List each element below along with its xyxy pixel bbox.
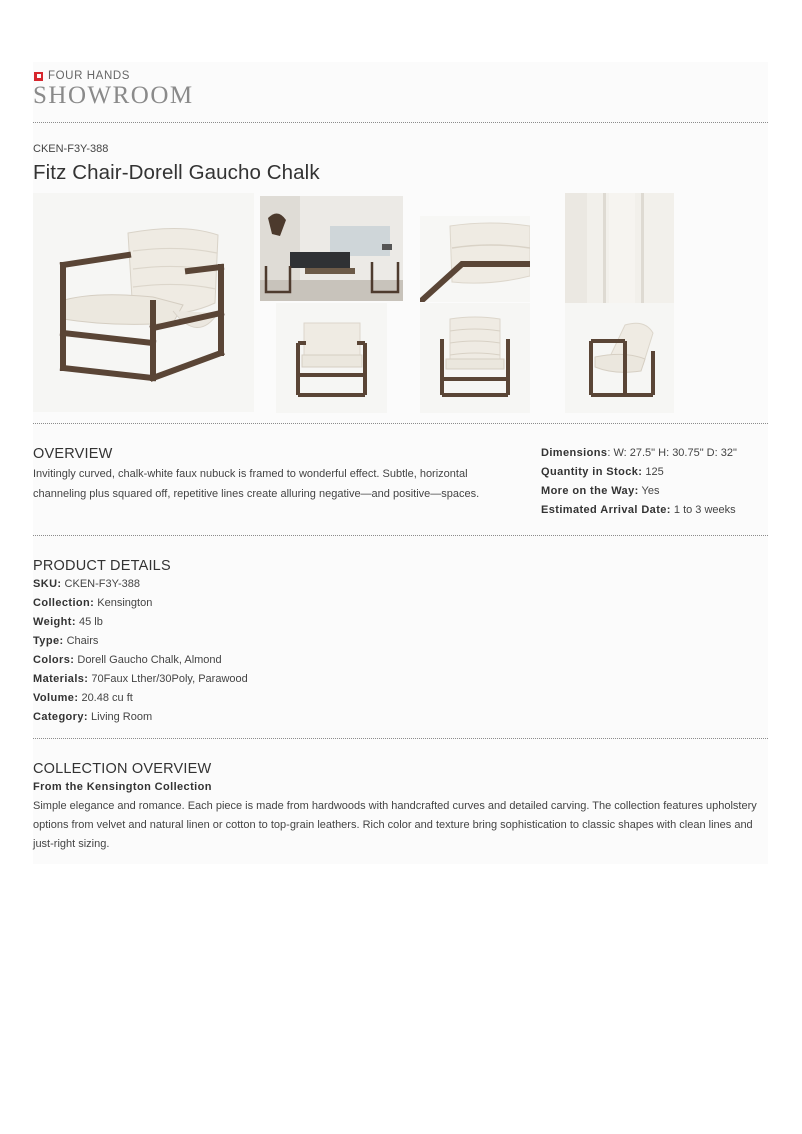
living-room-scene-image	[260, 196, 403, 301]
product-details-heading: PRODUCT DETAILS	[33, 558, 171, 574]
availability-info	[541, 444, 768, 520]
dimensions-value: : W: 27.5" H: 30.75" D: 32"	[607, 447, 737, 459]
detail-volume	[33, 689, 768, 708]
showroom-title: SHOWROOM	[33, 82, 194, 109]
chair-front-image	[276, 303, 387, 413]
more-on-way-line	[541, 482, 768, 501]
detail-value: Living Room	[87, 711, 153, 723]
detail-colors	[33, 651, 768, 670]
detail-label: Volume:	[33, 692, 79, 704]
more-on-way-label: More on the Way:	[541, 485, 639, 497]
detail-value: 70Faux Lther/30Poly, Parawood	[88, 673, 248, 685]
collection-subheading	[33, 778, 768, 797]
detail-sku	[33, 575, 768, 594]
brand-logo-icon	[34, 72, 43, 81]
collection-text: Simple elegance and romance. Each piece is made from hardwoods with handcrafted curves and detailed carving. The collection features upholstery options from velvet and natural linen or cotton to top-grain leathers. Rich color and texture bring sophistication to classic shapes with clean lines and just-right sizing.	[33, 800, 757, 850]
detail-value: 45 lb	[75, 616, 103, 628]
stock-label: Quantity in Stock:	[541, 466, 643, 478]
more-on-way-value: Yes	[638, 485, 660, 497]
overview-text: Invitingly curved, chalk-white faux nubuck is framed to wonderful effect. Subtle, horizontal channeling plus squared off, repetitive lines create alluring negative—and positive—spaces.	[33, 468, 480, 500]
detail-label: Weight:	[33, 616, 76, 628]
arrival-value: 1 to 3 weeks	[670, 504, 736, 516]
arrival-label: Estimated Arrival Date:	[541, 504, 671, 516]
dimensions-label: Dimensions	[541, 447, 608, 459]
detail-label: Collection:	[33, 597, 95, 609]
detail-value: Kensington	[94, 597, 153, 609]
detail-materials	[33, 670, 768, 689]
dimensions-line	[541, 444, 768, 463]
stock-line	[541, 463, 768, 482]
detail-label: Materials:	[33, 673, 89, 685]
brand	[34, 70, 130, 82]
detail-category	[33, 708, 768, 727]
product-sku: CKEN-F3Y-388	[33, 143, 109, 155]
detail-collection	[33, 594, 768, 613]
detail-label: Type:	[33, 635, 64, 647]
stock-value: 125	[642, 466, 664, 478]
spec-sheet	[33, 62, 768, 864]
detail-value: CKEN-F3Y-388	[61, 578, 140, 590]
detail-value: Chairs	[63, 635, 99, 647]
detail-weight	[33, 613, 768, 632]
detail-value: Dorell Gaucho Chalk, Almond	[74, 654, 222, 666]
chair-side-image	[565, 303, 674, 413]
upholstery-closeup-image	[565, 193, 674, 303]
product-details-section	[33, 536, 768, 738]
arrival-line	[541, 501, 768, 520]
divider	[33, 122, 768, 123]
product-title: Fitz Chair-Dorell Gaucho Chalk	[33, 161, 320, 184]
collection-heading: COLLECTION OVERVIEW	[33, 761, 212, 777]
header	[33, 62, 768, 122]
detail-label: SKU:	[33, 578, 62, 590]
brand-name: FOUR HANDS	[48, 70, 131, 82]
details-list	[33, 575, 768, 727]
product-gallery	[33, 193, 768, 423]
armrest-detail-image	[420, 216, 530, 302]
detail-label: Category:	[33, 711, 88, 723]
detail-value: 20.48 cu ft	[78, 692, 133, 704]
collection-overview-section	[33, 739, 768, 864]
detail-type	[33, 632, 768, 651]
overview-heading: OVERVIEW	[33, 446, 113, 462]
overview-section	[33, 424, 768, 535]
chair-front-angle-image	[420, 303, 530, 413]
chair-main-angle-image	[33, 193, 254, 412]
detail-label: Colors:	[33, 654, 75, 666]
collection-subheading-text: From the Kensington Collection	[33, 781, 212, 793]
